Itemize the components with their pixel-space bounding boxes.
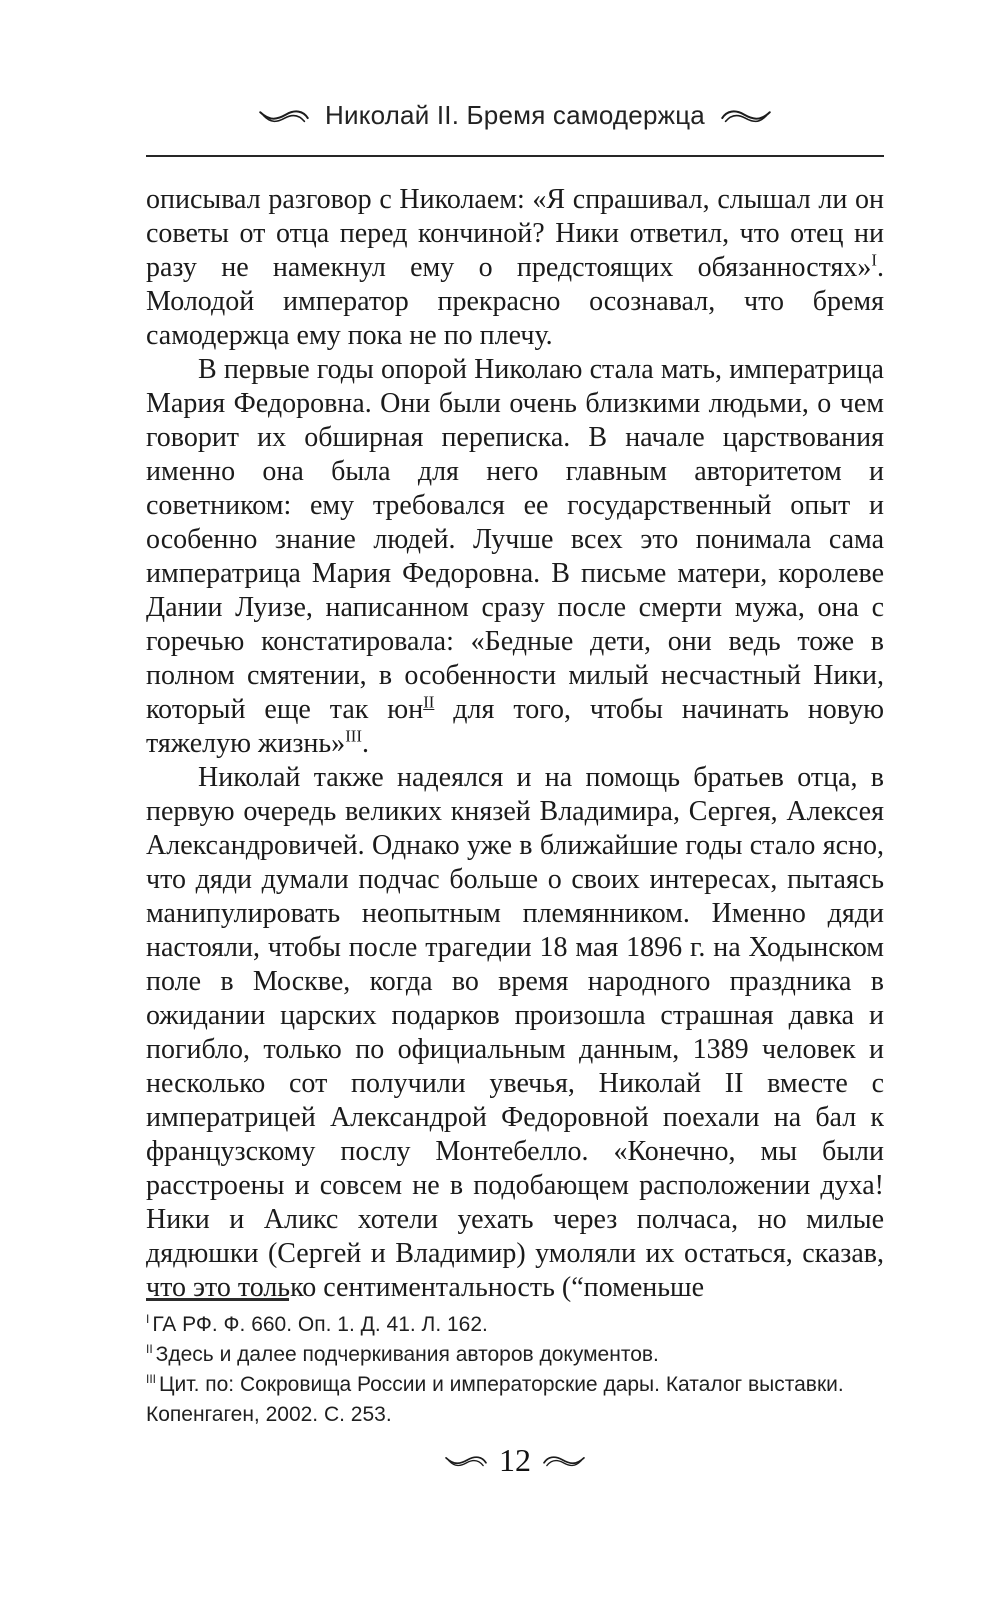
paragraph: Николай также надеялся и на помощь братьев отца, в первую очередь великих князей Владимира, Сергея, Алексея Александровичей. Однако уже в ближайшие годы стало ясно, что дяди думали подчас больше о своих интересах, пытаясь манипулировать неопытным племянником. Именно дяди настояли, чтобы после трагедии 18 мая 1896 г. на Ходынском поле в Москве, когда во время народного праздника в ожидании царских подарков произошла страшная давка и погибло, только по официальным данным, 1389 человек и несколько сот получили увечья, Николай II вместе с императрицей Александрой Федоровной поехали на бал к французскому послу Монтебелло. «Конечно, мы были расстроены и совсем не в подобающем расположении духа! Ники и Аликс хотели уехать через полчаса, но милые дядюшки (Сергей и Владимир) умоляли их остаться, сказав, что это только сентиментальность (“поменьше bbox=[146, 762, 884, 1303]
footnote-marker: I bbox=[146, 1312, 150, 1326]
footnote-text: ГА РФ. Ф. 660. Оп. 1. Д. 41. Л. 162. bbox=[152, 1313, 488, 1336]
footnote-reference: I bbox=[871, 250, 877, 270]
footnote-reference: II bbox=[423, 692, 435, 712]
header-rule bbox=[146, 155, 884, 157]
running-head-title: Николай II. Бремя самодержца bbox=[325, 100, 705, 130]
paragraph: описывал разговор с Николаем: «Я спрашивал, слышал ли он советы от отца перед кончиной? Ники ответил, что отец ни разу не намекнул ему о предстоящих обязанностях»$^I$. Молодой император прекрасно осознавал, что бремя самодержца ему пока не по плечу. bbox=[146, 184, 884, 351]
footnote-marker: II bbox=[146, 1342, 153, 1356]
page-number-row bbox=[146, 1442, 884, 1479]
paragraph: В первые годы опорой Николаю стала мать, императрица Мария Федоровна. Они были очень близкими людьми, о чем говорит их обширная переписка. В начале царствования именно она была для него главным авторитетом и советником: ему требовался ее государственный опыт и особенно знание людей. Лучше всех это понимала сама императрица Мария Федоровна. В письме матери, королеве Дании Луизе, написанном сразу после смерти мужа, она с горечью констатировала: «Бедные дети, они ведь тоже в полном смятении, в особенности милый несчастный Ники, который еще так $юн^{II}$ для того, чтобы начинать новую тяжелую жизнь»$^{III}$. bbox=[146, 354, 884, 759]
flourish-icon-page-right bbox=[543, 1453, 585, 1469]
running-head bbox=[146, 100, 884, 131]
footnote-text: Здесь и далее подчеркивания авторов документов. bbox=[155, 1343, 659, 1366]
footnote-text: Цит. по: Сокровища России и императорские дары. Каталог выставки. Копенгаген, 2002. С. 253. bbox=[146, 1373, 844, 1426]
footnote-separator bbox=[146, 1298, 289, 1301]
body-text bbox=[146, 183, 884, 1305]
flourish-icon-left bbox=[259, 107, 309, 125]
footnote bbox=[146, 1340, 884, 1370]
flourish-icon-right bbox=[721, 107, 771, 125]
footnote-marker: III bbox=[146, 1372, 157, 1386]
footnote bbox=[146, 1310, 884, 1340]
footnote bbox=[146, 1370, 884, 1430]
footnote-reference: III bbox=[345, 726, 362, 746]
flourish-icon-page-left bbox=[445, 1453, 487, 1469]
page-footer bbox=[146, 1298, 884, 1479]
page-number: 12 bbox=[499, 1442, 531, 1478]
footnotes bbox=[146, 1310, 884, 1430]
